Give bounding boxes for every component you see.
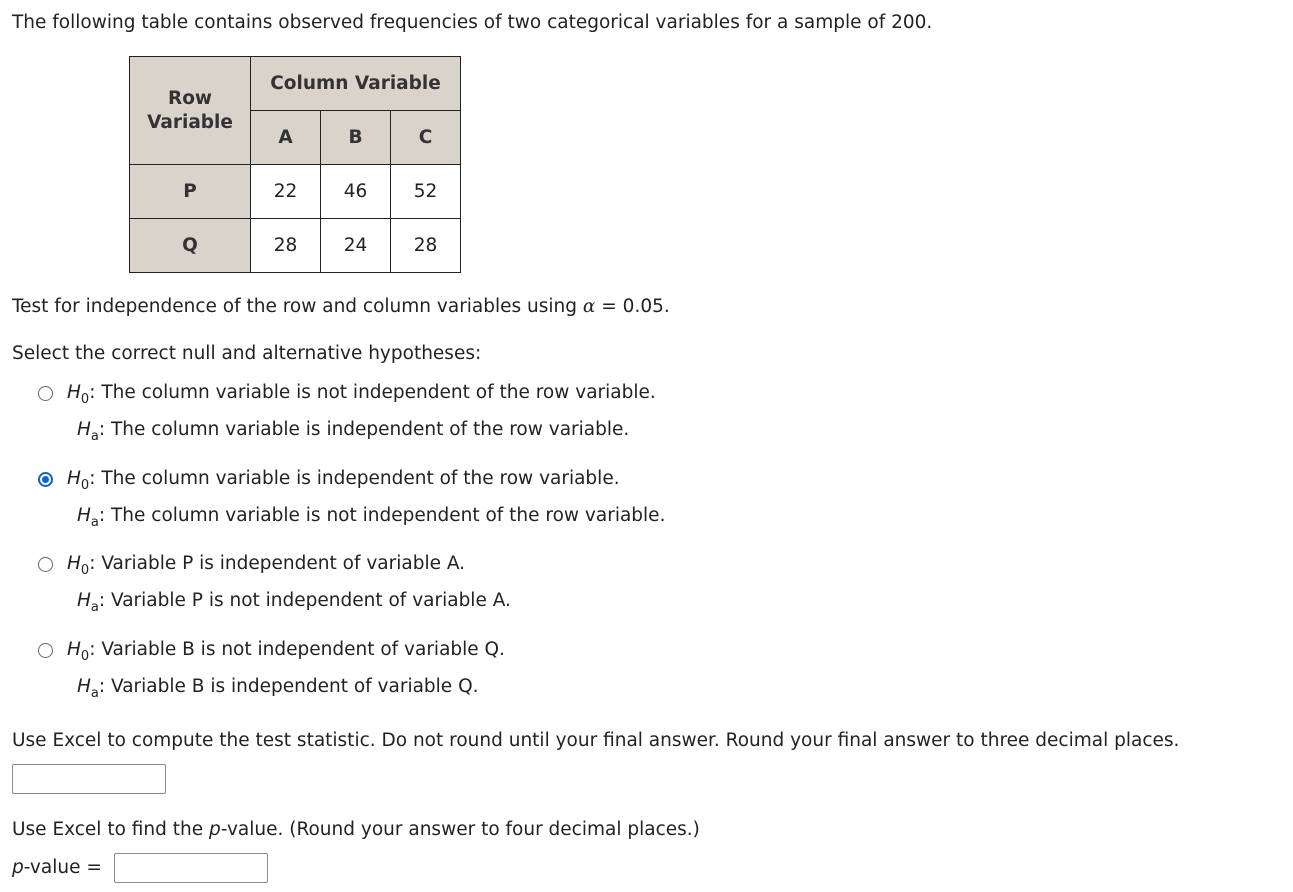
table-cell: 28 [251,219,321,273]
table-row [130,219,461,273]
alternative-hypothesis [77,588,511,614]
pvalue-input[interactable] [114,853,268,883]
null-subscript: 0 [80,478,90,493]
null-hypothesis-text: : The column variable is not independent of the row variable. [89,382,656,403]
alternative-hypothesis-text: : Variable P is not independent of variable A. [98,590,511,611]
intro-text: The following table contains observed frequencies of two categorical variables for a sample of 200. [12,12,933,33]
p-italic: p [12,857,24,878]
pvalue-label [12,855,102,881]
column-header-c: C [391,111,461,165]
alt-subscript: a [90,600,99,615]
column-header-b: B [321,111,391,165]
null-hypothesis-text: : The column variable is independent of the row variable. [89,468,620,489]
null-hypothesis-text: : Variable B is not independent of variable Q. [89,639,506,660]
radio-button-selected[interactable] [38,472,53,487]
alt-subscript: a [90,429,99,444]
column-variable-header: Column Variable [251,57,461,111]
column-header-a: A [251,111,321,165]
null-hypothesis [67,637,505,663]
h-symbol: H [77,676,91,697]
row-variable-header-line1: Row [167,87,213,109]
h-symbol: H [67,639,81,660]
test-statistic-input[interactable] [12,764,166,794]
table-cell: 46 [321,165,391,219]
excel-p-prompt [12,817,700,843]
radio-button[interactable] [38,386,53,401]
alt-subscript: a [90,686,99,701]
h-symbol: H [67,553,81,574]
alternative-hypothesis [77,417,629,443]
excel-p-prompt-pre: Use Excel to find the [12,819,210,840]
h-symbol: H [77,590,91,611]
h-symbol: H [77,419,91,440]
table-cell: 28 [391,219,461,273]
h-symbol: H [67,468,81,489]
h-symbol: H [77,505,91,526]
null-hypothesis [67,466,620,492]
null-hypothesis [67,551,465,577]
table-cell: 22 [251,165,321,219]
select-prompt: Select the correct null and alternative hypotheses: [12,343,482,364]
p-italic: p [209,819,221,840]
alternative-hypothesis-text: : The column variable is not independent of the row variable. [98,505,666,526]
alpha-symbol: α [582,296,596,317]
test-instruction [12,294,670,320]
null-subscript: 0 [80,649,90,664]
contingency-table [129,56,461,273]
h-symbol: H [67,382,81,403]
radio-button[interactable] [38,643,53,658]
row-label-q: Q [130,219,251,273]
alternative-hypothesis [77,503,665,529]
excel-stat-prompt: Use Excel to compute the test statistic. Do not round until your final answer. Round your final answer to three decimal places. [12,730,1180,751]
alpha-value: = 0.05. [595,296,670,317]
alt-subscript: a [90,515,99,530]
alternative-hypothesis-text: : The column variable is independent of the row variable. [98,419,630,440]
null-subscript: 0 [80,563,90,578]
table-cell: 24 [321,219,391,273]
null-hypothesis [67,380,656,406]
radio-button[interactable] [38,557,53,572]
row-variable-header-line2: Variable [147,111,233,133]
table-row [130,165,461,219]
alternative-hypothesis [77,674,479,700]
excel-p-prompt-post: -value. (Round your answer to four decimal places.) [220,819,700,840]
row-variable-header [130,57,251,165]
row-label-p: P [130,165,251,219]
null-hypothesis-text: : Variable P is independent of variable A. [89,553,466,574]
null-subscript: 0 [80,392,90,407]
alternative-hypothesis-text: : Variable B is independent of variable Q. [98,676,479,697]
pvalue-label-text: -value = [23,857,102,878]
test-instruction-text: Test for independence of the row and column variables using [12,296,578,317]
table-cell: 52 [391,165,461,219]
